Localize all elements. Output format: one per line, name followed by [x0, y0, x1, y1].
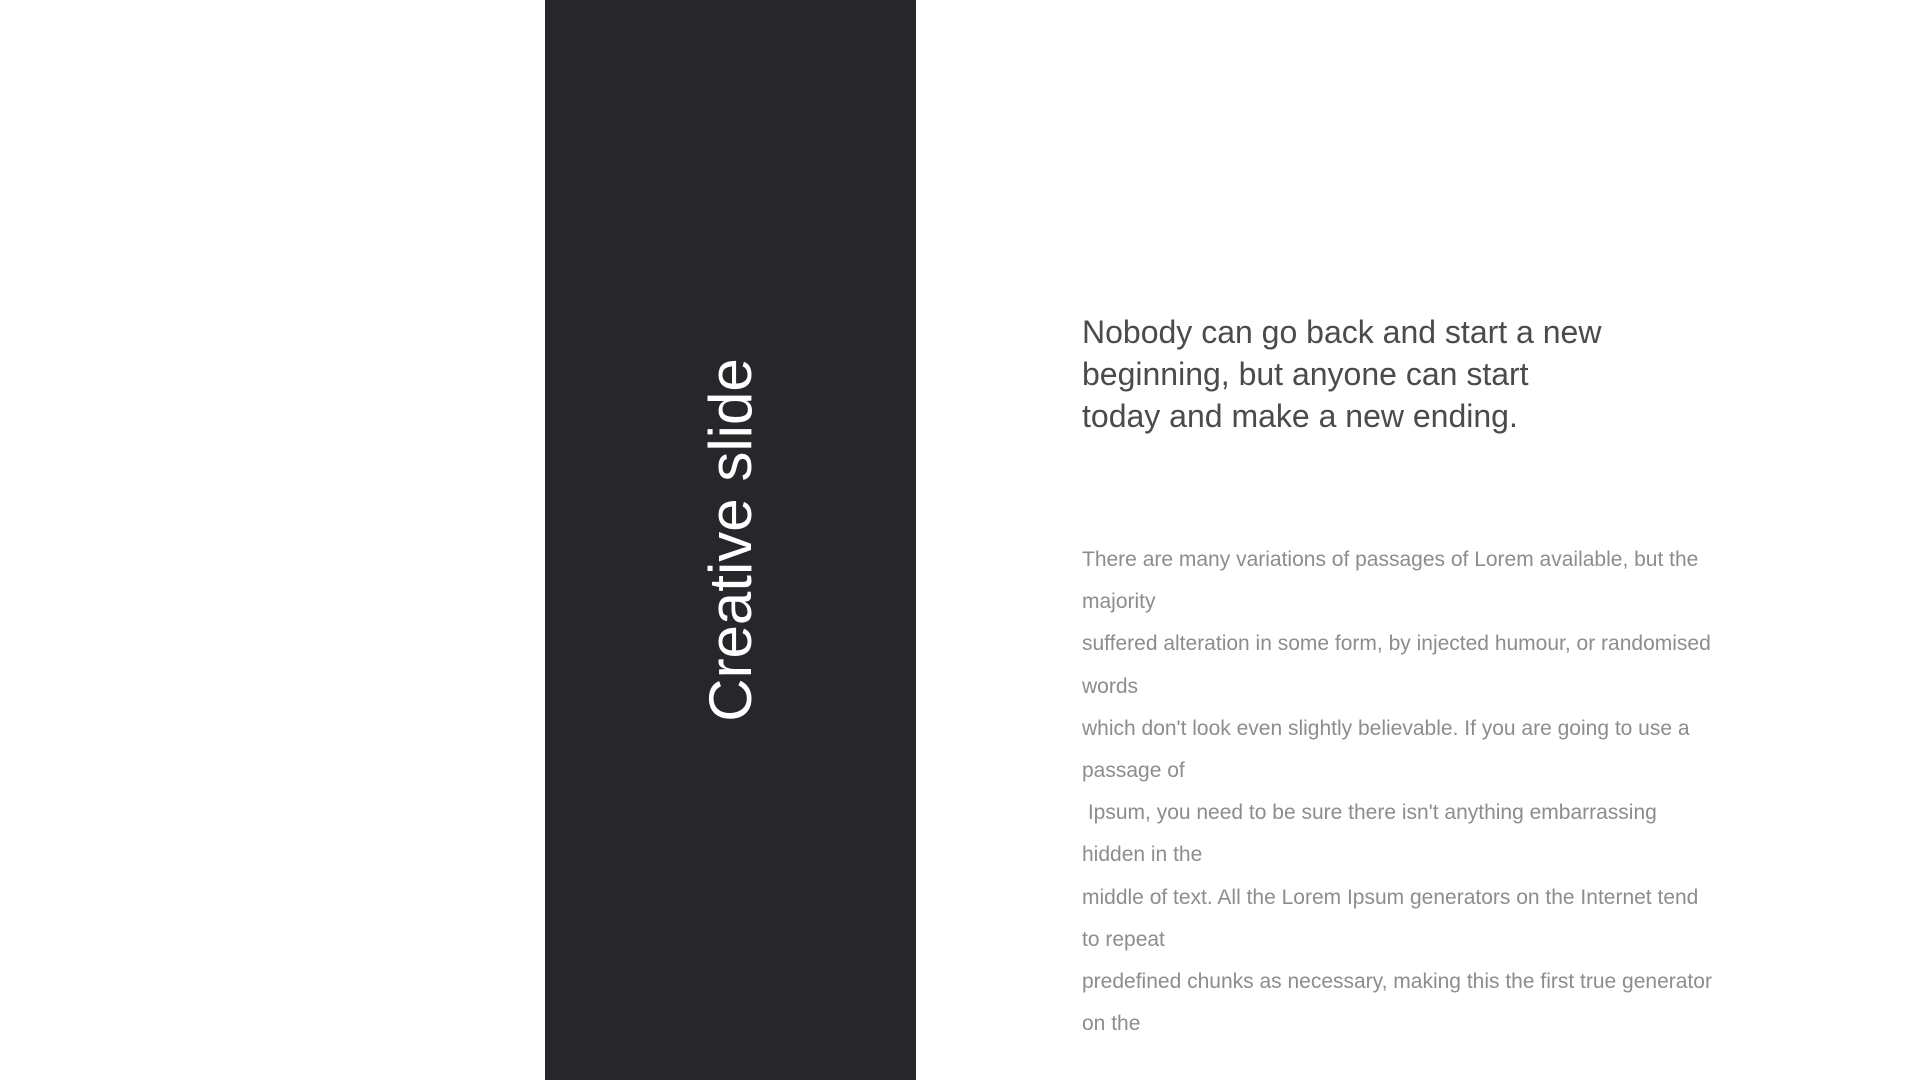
body-line: majority	[1082, 590, 1156, 614]
body-line: to repeat	[1082, 927, 1165, 951]
body-line: There are many variations of passages of Lorem available, but the	[1082, 548, 1699, 571]
body-line: Ipsum, you need to be sure there isn't anything embarrassing	[1082, 801, 1657, 825]
body-line: passage of	[1082, 759, 1185, 783]
body-line: predefined chunks as necessary, making this the first true generator	[1082, 970, 1712, 994]
dark-side-panel	[545, 0, 916, 1080]
body-line: hidden in the	[1082, 843, 1203, 867]
body-paragraph	[1082, 539, 1762, 1045]
body-line: suffered alteration in some form, by injected humour, or randomised	[1082, 632, 1711, 656]
body-line: which don't look even slightly believable. If you are going to use a	[1082, 716, 1690, 740]
quote-text	[1082, 311, 1722, 437]
quote-line: beginning, but anyone can start	[1082, 356, 1529, 392]
body-line: words	[1082, 674, 1139, 698]
body-line: on the	[1082, 1012, 1141, 1036]
quote-line: Nobody can go back and start a new	[1082, 314, 1602, 350]
vertical-slide-title: Creative slide	[696, 358, 764, 722]
quote-line: today and make a new ending.	[1082, 398, 1518, 434]
body-line: middle of text. All the Lorem Ipsum generators on the Internet tend	[1082, 885, 1699, 909]
